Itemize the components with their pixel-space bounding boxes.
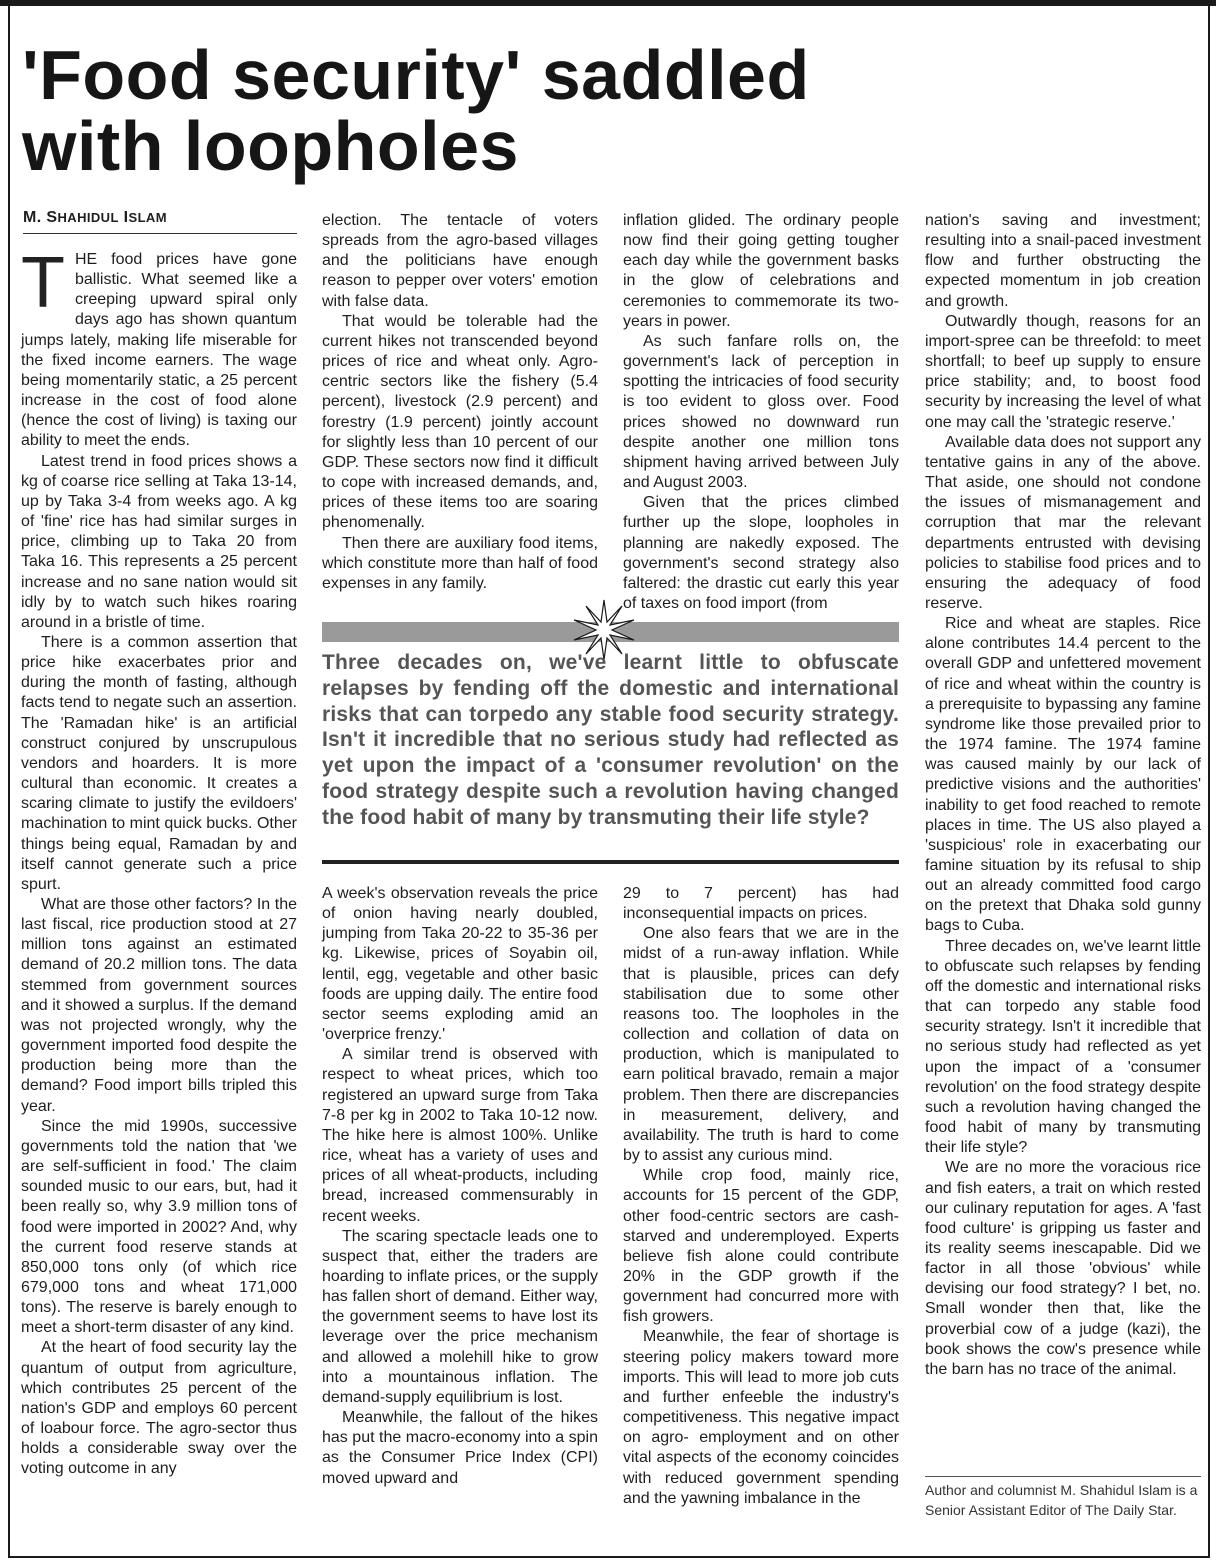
paragraph: We are no more the voracious rice and fish eaters, a trait on which rested our culinary reputation for ages. A 'fast food culture' is gripping us faster and its reality seems inescapable. Did we factor in all those 'obvious' while devising our food strategy? I bet, no. Small wonder then that, like the proverbial cow of a judge (kazi), the book shows the cow's presence while the barn has no trace of the animal. — [925, 1159, 1201, 1378]
paragraph: One also fears that we are in the midst of a run-away inflation. While that is plausible, prices can defy stabilisation due to some other reasons too. The loopholes in the collection and collation of data on production, which is manipulated to earn political bravado, remain a major problem. Then there are discrepancies in measurement, delivery, and availability. The truth is hard to come by to assist any curious mind. — [623, 925, 899, 1165]
paragraph: There is a common assertion that price hike exacerbates prior and during the month of fasting, although facts tend to negate such an assertion. The 'Ramadan hike' is an artificial construct conjured by unscrupulous vendors and hoarders. It is more cultural than economic. It creates a scaring climate to justify the evildoers' machination to mint quick bucks. Other things being equal, Ramadan by and itself cannot generate such a price spurt. — [21, 633, 297, 893]
paragraph: A similar trend is observed with respect to wheat prices, which too registered an upward surge from Taka 7-8 per kg in 2002 to Taka 10-12 now. The hike here is almost 100%. Unlike rice, wheat has a variety of uses and prices of all wheat-products, including bread, increased commensurably in recent weeks. — [322, 1046, 598, 1225]
drop-cap: T — [21, 243, 65, 323]
paragraph: The scaring spectacle leads one to suspect that, either the traders are hoarding to inflate prices, or the supply has fallen short of demand. Either way, the government seems to have lost its leverage over the price mechanism and allowed a molehill hike to grow into a mountainous inflation. The demand-supply equilibrium is lost. — [322, 1227, 598, 1406]
paragraph: Meanwhile, the fallout of the hikes has put the macro-economy into a spin as the Consumer Price Index (CPI) moved upward and — [322, 1409, 598, 1487]
paragraph: Given that the prices climbed further up the slope, loopholes in planning are nakedly exposed. The government's second strategy also faltered: the drastic cut early this year of taxes on food import (from — [623, 494, 899, 612]
author-bio: Author and columnist M. Shahidul Islam is a Senior Assistant Editor of The Daily Star. — [925, 1476, 1201, 1520]
paragraph: Rice and wheat are staples. Rice alone contributes 14.4 percent to the overall GDP and unfettered movement of rice and wheat within the country is a prerequisite to bypassing any famine syndrome like those prevailed prior to the 1974 famine. The 1974 famine was caused mainly by our lack of predictive visions and the authorities' inability to get food reached to remote places in time. The US also played a 'suspicious' role in exacerbating our famine situation by its refusal to ship out an already committed food cargo on the pretext that Dhaka sold gunny bags to Cuba. — [925, 615, 1201, 935]
paragraph: While crop food, mainly rice, accounts for 15 percent of the GDP, other food-centric sectors are cash-starved and underemployed. Experts believe fish alone could contribute 20% in the GDP growth if the government had concurred more with fish growers. — [623, 1167, 899, 1326]
paragraph: Latest trend in food prices shows a kg of coarse rice selling at Taka 13-14, up by Taka 3-4 from weeks ago. A kg of 'fine' rice has had similar surges in price, climbing up to Taka 20 from Taka 16. This represents a 25 percent increase and no sane nation would sit idly by to watch such hikes roaring around in a bristle of time. — [21, 452, 297, 631]
paragraph: Since the mid 1990s, successive governments told the nation that 'we are self-sufficient in food.' The claim sounded music to our ears, but, had it been really so, why 3.9 million tons of food were imported in 2002? And, why the current food reserve stands at 850,000 tons only (of which rice 679,000 tons and wheat 171,000 tons). The reserve is barely enough to meet a short-term disaster of any kind. — [21, 1117, 297, 1337]
column-2-bottom — [322, 884, 598, 1489]
right-border — [1208, 6, 1210, 1558]
column-1 — [21, 243, 297, 1480]
paragraph: 29 to 7 percent) has had inconsequential impacts on prices. — [623, 885, 899, 923]
column-2-top — [322, 211, 598, 594]
bottom-border — [8, 1556, 1210, 1558]
paragraph: A week's observation reveals the price of onion having nearly doubled, jumping from Taka 20-22 to 35-36 per kg. Likewise, prices of Soyabin oil, lentil, egg, vegetable and other basic foods are upping daily. The entire food sector seems exploding amid an 'overprice frenzy.' — [322, 885, 598, 1044]
pull-quote: Three decades on, we've learnt little to obfuscate relapses by fending off the domestic and international risks that can torpedo any stable food security strategy. Isn't it incredible that no serious study had reflected as yet upon the impact of a 'consumer revolution' on the food strategy despite such a revolution having changed the food habit of many by transmuting their life style? — [322, 651, 899, 829]
paragraph: election. The tentacle of voters spreads from the agro-based villages and the politicians have enough reason to pepper over voters' emotion with false data. — [322, 212, 598, 310]
paragraph: Outwardly though, reasons for an import-spree can be threefold: to meet shortfall; to beef up supply to ensure price stability; and, to boost food security by increasing the level of what one may call the 'strategic reserve.' — [925, 312, 1201, 431]
lead-paragraph: THE food prices have gone ballistic. What seemed like a creeping upward spiral only days ago has shown quantum jumps lately, making life miserable for the fixed income earners. The wage being momentarily static, a 25 percent increase in the cost of food alone (hence the cost of living) is taxing our ability to meet the ends. — [21, 243, 297, 450]
column-3-top — [623, 211, 899, 614]
left-border — [8, 6, 10, 1558]
paragraph: As such fanfare rolls on, the government's lack of perception in spotting the intricacies of food security is too evident to gloss over. Food prices showed no downward run despite another one million tons shipment having arrived between July and August 2003. — [623, 332, 899, 492]
paragraph: nation's saving and investment; resulting into a snail-paced investment flow and further obstructing the expected momentum in job creation and growth. — [925, 212, 1201, 310]
top-border — [0, 0, 1216, 6]
column-4 — [925, 211, 1201, 1380]
paragraph: Three decades on, we've learnt little to obfuscate such relapses by fending off the domestic and international risks that can torpedo any stable food security strategy. Isn't it incredible that no serious study had reflected as yet upon the impact of a 'consumer revolution' on the food strategy despite such a revolution having changed the food habit of many by transmuting their life style? — [925, 937, 1201, 1157]
paragraph: Meanwhile, the fear of shortage is steering policy makers toward more imports. This will lead to more job cuts and further enfeeble the industry's competitiveness. This negative impact on agro- employment and on other vital aspects of the economy coincides with reduced government spending and the yawning imbalance in the — [623, 1328, 899, 1507]
paragraph: That would be tolerable had the current hikes not transcended beyond prices of rice and wheat only. Agro-centric sectors like the fishery (5.4 percent), livestock (2.9 percent) and forestry (1.9 percent) jointly account for slightly less than 10 percent of our GDP. These sectors now find it difficult to cope with increased demands, and, prices of these items too are soaring phenomenally. — [322, 312, 598, 532]
pull-quote-rule — [322, 860, 899, 864]
paragraph: inflation glided. The ordinary people now find their going getting tougher each day while the government basks in the glow of celebrations and ceremonies to commemorate its two-years in power. — [623, 212, 899, 330]
headline-line-1: 'Food security' saddled — [22, 36, 810, 114]
paragraph: What are those other factors? In the last fiscal, rice production stood at 27 million tons against an estimated demand of 20.2 million tons. The data stemmed from government sources and it showed a surplus. If the demand was not projected wrongly, why the government imported food despite the production being more than the demand? Food import bills tripled this year. — [21, 896, 297, 1115]
byline: M. SHAHIDUL ISLAM — [23, 209, 297, 234]
paragraph: Available data does not support any tentative gains in any of the above. That aside, one should not condone the issues of mismanagement and corruption that mar the relevant departments entrusted with devising policies to stabilise food prices and to ensuring the adequacy of food reserve. — [925, 433, 1201, 612]
paragraph: At the heart of food security lay the quantum of output from agriculture, which contributes 25 percent of the nation's GDP and employs 60 percent of loabour force. The agro-sector thus holds a considerable sway over the voting outcome in any — [21, 1339, 297, 1478]
headline — [22, 36, 1202, 185]
headline-line-2: with loopholes — [22, 107, 519, 185]
paragraph: Then there are auxiliary food items, which constitute more than half of food expenses in any family. — [322, 534, 598, 592]
column-3-bottom — [623, 884, 899, 1509]
